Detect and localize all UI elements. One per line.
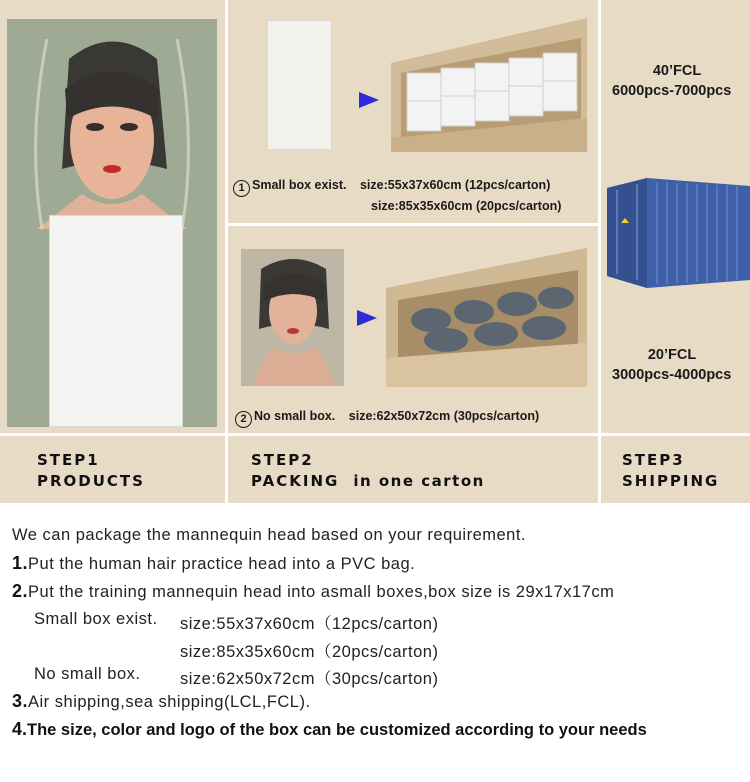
carton-box-image <box>391 18 587 152</box>
divider-2 <box>598 0 601 503</box>
list-item-2 <box>12 581 614 602</box>
carton-box-image <box>386 248 587 387</box>
carton-small-boxes-photo <box>391 18 587 152</box>
small-box-photo <box>267 20 332 150</box>
step1-label <box>37 450 145 492</box>
list-item-2-text: Put the training mannequin head into asmall boxes,box size is 29x17x17cm <box>28 583 615 601</box>
fcl20-qty: 3000pcs-4000pcs <box>612 367 732 383</box>
sub-row-3-label: No small box. <box>34 665 141 683</box>
list-item-4 <box>12 719 750 740</box>
fcl40-qty: 6000pcs-7000pcs <box>612 83 732 99</box>
divider-h-bottom <box>0 433 750 436</box>
shipping-container-photo <box>607 178 750 288</box>
list-item-1-text: Put the human hair practice head into a PVC bag. <box>28 555 416 573</box>
option2-label: No small box. <box>254 409 336 423</box>
intro-text: We can package the mannequin head based on your requirement. <box>12 526 527 544</box>
step3-title: STEP3 <box>622 451 685 469</box>
option1-number: 1 <box>233 180 250 197</box>
option2-number: 2 <box>235 411 252 428</box>
sub-row-3-size: size:62x50x72cm（30pcs/carton) <box>180 670 439 688</box>
option2-size: size:62x50x72cm (30pcs/carton) <box>348 409 540 423</box>
option1-size1: size:55x37x60cm (12pcs/carton) <box>359 178 551 192</box>
list-item-4-text: The size, color and logo of the box can be customized according to your needs <box>27 721 647 739</box>
shipping-container-image <box>607 178 750 288</box>
step3-label <box>622 450 719 492</box>
arrow-right-icon <box>359 92 379 108</box>
sub-row-1-size: size:55x37x60cm（12pcs/carton) <box>180 615 439 633</box>
list-item-3 <box>12 691 311 712</box>
list-item-3-num: 3. <box>12 691 29 711</box>
carton-bagged-heads-photo <box>386 248 587 387</box>
fcl40-title: 40’FCL <box>652 63 702 79</box>
fcl40-block <box>612 61 750 101</box>
fcl20-title: 20’FCL <box>647 347 697 363</box>
step2-subtitle: PACKING <box>251 472 340 490</box>
divider-1 <box>225 0 228 503</box>
mannequin-head-image <box>241 249 344 386</box>
bagged-head-photo <box>241 249 344 386</box>
step1-title: STEP1 <box>37 451 100 469</box>
arrow-right-icon <box>357 310 377 326</box>
option2-caption <box>235 409 539 428</box>
white-product-box <box>49 215 183 427</box>
option1-caption <box>233 178 550 197</box>
sub-row-1-label: Small box exist. <box>34 610 158 628</box>
list-item-1-num: 1. <box>12 553 29 573</box>
list-item-4-num: 4. <box>12 719 28 739</box>
option1-size2: size:85x35x60cm (20pcs/carton) <box>371 199 562 213</box>
sub-row-2-size: size:85x35x60cm（20pcs/carton) <box>180 643 439 661</box>
list-item-1 <box>12 553 415 574</box>
step2-label <box>251 450 485 492</box>
step1-subtitle: PRODUCTS <box>37 472 145 490</box>
list-item-2-num: 2. <box>12 581 29 601</box>
step3-subtitle: SHIPPING <box>622 472 720 490</box>
list-item-3-text: Air shipping,sea shipping(LCL,FCL). <box>28 693 311 711</box>
fcl20-block <box>612 345 750 385</box>
mannequin-product-photo <box>7 19 217 427</box>
step2-title: STEP2 <box>251 451 314 469</box>
step2-extra: in one carton <box>353 472 485 490</box>
divider-h-middle <box>226 223 598 226</box>
option1-label: Small box exist. <box>252 178 347 192</box>
